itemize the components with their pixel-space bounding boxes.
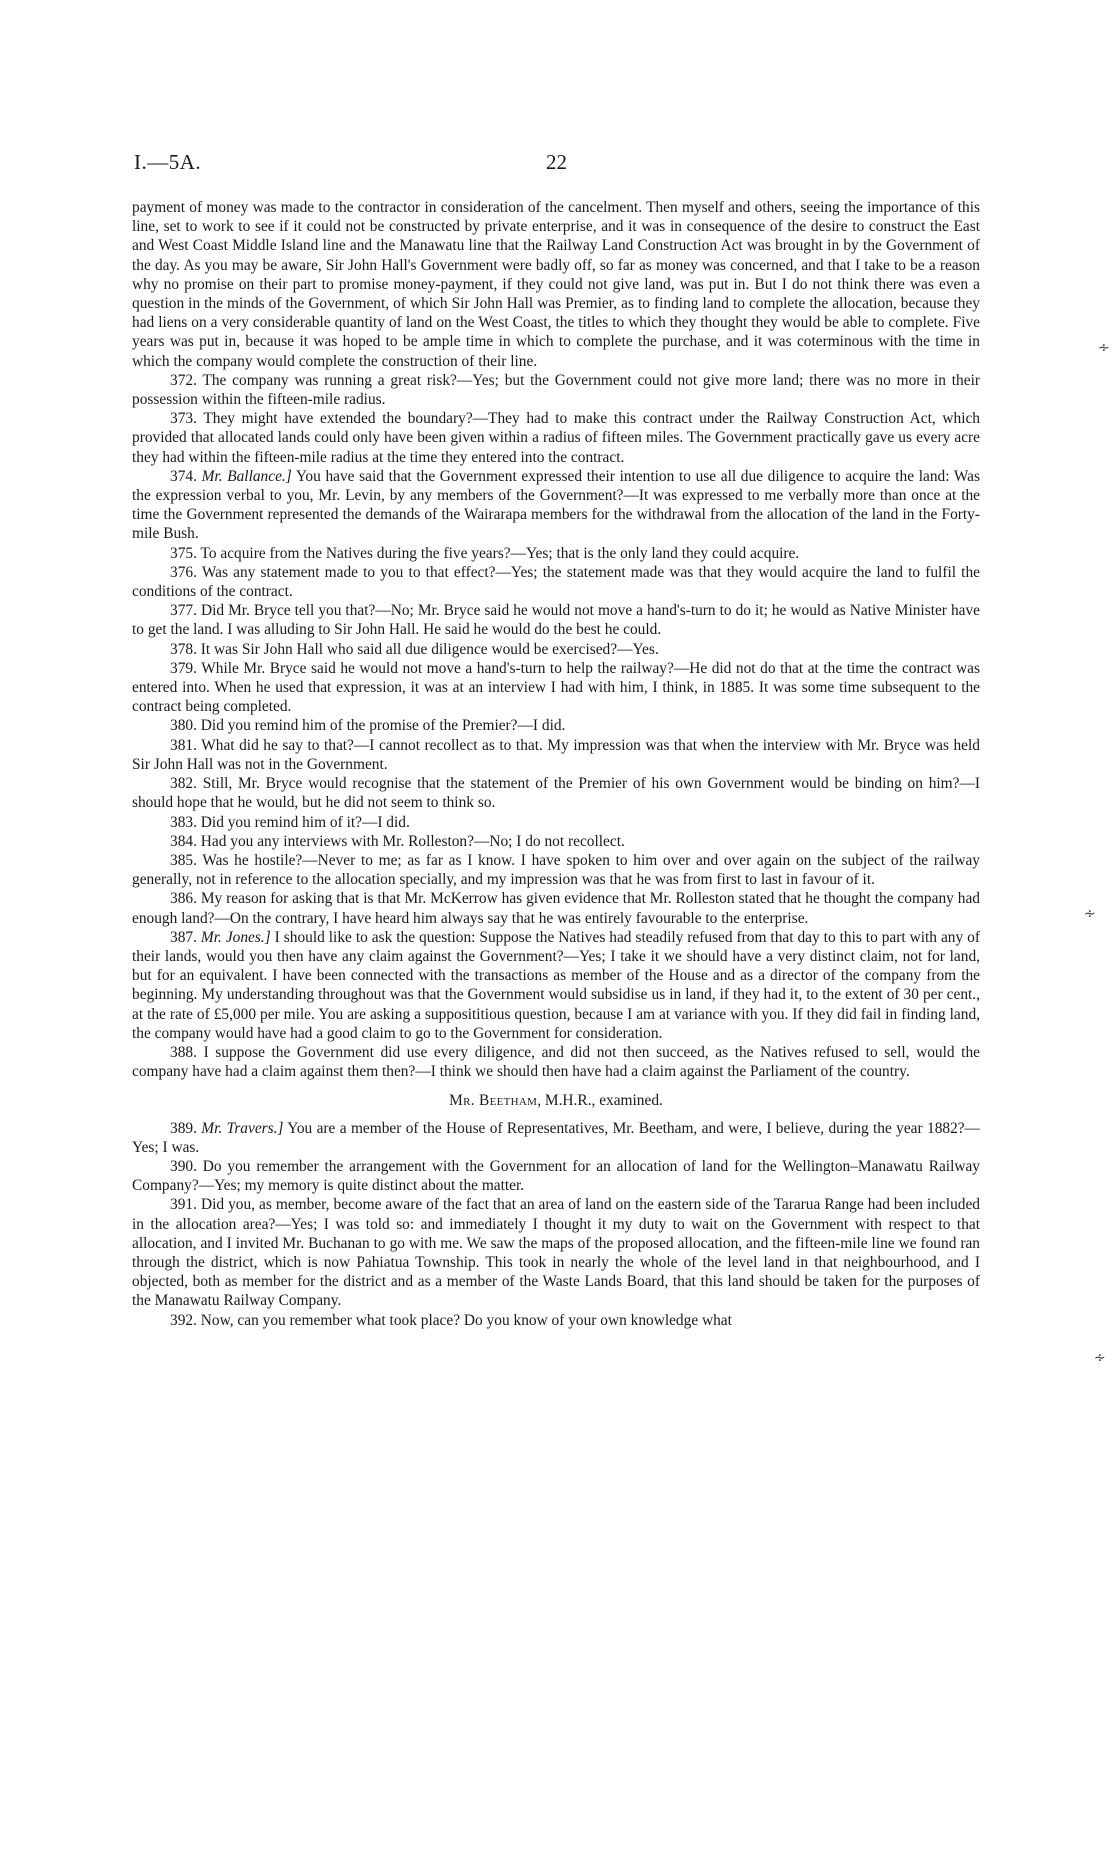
question-number: 379. bbox=[170, 659, 197, 677]
speaker-name: Mr. Ballance.] bbox=[201, 467, 292, 485]
evidence-paragraph bbox=[132, 544, 980, 563]
question-number: 390. bbox=[170, 1157, 197, 1175]
question-number: 385. bbox=[170, 851, 197, 869]
document-page bbox=[132, 150, 980, 1330]
question-number: 389. bbox=[170, 1119, 197, 1137]
question-number: 381. bbox=[170, 736, 197, 754]
question-number: 375. bbox=[170, 544, 197, 562]
paragraph-text: Had you any interviews with Mr. Rolleston?—No; I do not recollect. bbox=[200, 832, 625, 850]
evidence-paragraph bbox=[132, 1043, 980, 1081]
margin-mark: ∻ bbox=[1084, 906, 1096, 922]
evidence-paragraph bbox=[132, 736, 980, 774]
margin-mark: ∻ bbox=[1098, 340, 1110, 356]
evidence-paragraph bbox=[132, 1195, 980, 1310]
evidence-block-1 bbox=[132, 198, 980, 1081]
paragraph-text: What did he say to that?—I cannot recollect as to that. My impression was that when the interview with Mr. Bryce was held Sir John Hall was not in the Government. bbox=[132, 736, 980, 773]
evidence-paragraph bbox=[132, 851, 980, 889]
question-number: 387. bbox=[170, 928, 197, 946]
evidence-paragraph bbox=[132, 1119, 980, 1157]
document-reference: I.—5A. bbox=[134, 150, 202, 174]
paragraph-text: It was Sir John Hall who said all due diligence would be exercised?—Yes. bbox=[200, 640, 659, 658]
question-number: 376. bbox=[170, 563, 197, 581]
paragraph-text: Did Mr. Bryce tell you that?—No; Mr. Bryce said he would not move a hand's-turn to do it; he would as Native Minister have to get the land. I was alluding to Sir John Hall. He said he would do the best he could. bbox=[132, 602, 980, 639]
paragraph-text: To acquire from the Natives during the five years?—Yes; that is the only land they could acquire. bbox=[200, 544, 800, 562]
evidence-paragraph bbox=[132, 659, 980, 717]
evidence-paragraph bbox=[132, 813, 980, 832]
paragraph-text: Was any statement made to you to that effect?—Yes; the statement made was that they would acquire the land to fulfil the conditions of the contract. bbox=[132, 563, 980, 601]
question-number: 378. bbox=[170, 640, 197, 658]
question-number: 374. bbox=[170, 467, 197, 485]
question-number: 382. bbox=[170, 775, 197, 793]
evidence-paragraph bbox=[132, 1311, 980, 1330]
paragraph-text: The company was running a great risk?—Yes; but the Government could not give more land; there was no more in their possession within the fifteen-mile radius. bbox=[132, 371, 980, 409]
paragraph-text: payment of money was made to the contractor in consideration of the cancelment. Then myself and others, seeing the importance of this line, set to work to see if it could not be constructed by private enterprise, and it was in consequence of the desire to construct the East and West Coast Middle Island line and the Manawatu line that the Railway Land Construction Act was brought in by the Government of the day. As you may be aware, Sir John Hall's Government were badly off, so far as money was concerned, and that I take to be a reason why no promise on their part to promise money-payment, if they could not give land, was put in. But I do not think there was even a question in the minds of the Government, of which Sir John Hall was Premier, as to finding land to complete the allocation, because they had liens on a very considerable quantity of land on the West Coast, the titles to which they thought they would be able to complete. Five years was put in, because it was hoped to be ample time in which to complete the purchase, and it was coterminous with the time in which the company would complete the construction of their line. bbox=[132, 199, 980, 370]
witness-heading-rest: , M.H.R., examined. bbox=[537, 1092, 663, 1110]
evidence-paragraph bbox=[132, 563, 980, 601]
paragraph-text: I suppose the Government did use every diligence, and did not then succeed, as the Natives refused to sell, would the company have had a claim against them then?—I think we should then have had a claim against the Parliament of the country. bbox=[132, 1043, 980, 1081]
paragraph-text: Do you remember the arrangement with the Government for an allocation of land for the Wellington–Manawatu Railway Company?—Yes; my memory is quite distinct about the matter. bbox=[132, 1157, 980, 1195]
evidence-paragraph bbox=[132, 371, 980, 409]
evidence-paragraph bbox=[132, 409, 980, 467]
page-number: 22 bbox=[546, 150, 567, 174]
paragraph-text: Did you, as member, become aware of the fact that an area of land on the eastern side of the Tararua Range had been included in the allocation area?—Yes; I was told so: and immediately I thought it my duty to wait on the Government with respect to that allocation, and I invited Mr. Buchanan to go with me. We saw the maps of the proposed allocation, and the fifteen-mile line we found ran through the district, which is now Pahiatua Township. This took in nearly the whole of the level land in that neighbourhood, and I objected, both as member for the district and as a member of the Waste Lands Board, that this land should be taken for the purposes of the Manawatu Railway Company. bbox=[132, 1196, 980, 1310]
question-number: 391. bbox=[170, 1196, 197, 1214]
evidence-paragraph bbox=[132, 832, 980, 851]
evidence-paragraph bbox=[132, 716, 980, 735]
paragraph-text: While Mr. Bryce said he would not move a hand's-turn to help the railway?—He did not do that at the time the contract was entered into. When he used that expression, it was at an interview I had with him, I think, in 1885. It was some time subsequent to the contract being completed. bbox=[132, 659, 980, 716]
paragraph-text: Did you remind him of it?—I did. bbox=[200, 813, 410, 831]
witness-name: Mr. Beetham bbox=[449, 1092, 538, 1110]
page-header bbox=[132, 150, 980, 184]
paragraph-text: Still, Mr. Bryce would recognise that the statement of the Premier of his own Government would be binding on him?—I should hope that he would, but he did not seem to think so. bbox=[132, 775, 980, 812]
evidence-paragraph bbox=[132, 601, 980, 639]
paragraph-text: My reason for asking that is that Mr. McKerrow has given evidence that Mr. Rolleston stated that he thought the company had enough land?—On the contrary, I have heard him always say that he was entirely favourable to the enterprise. bbox=[132, 890, 980, 927]
paragraph-text: Did you remind him of the promise of the Premier?—I did. bbox=[200, 717, 566, 735]
evidence-paragraph bbox=[132, 467, 980, 544]
section-heading bbox=[132, 1091, 980, 1110]
question-number: 388. bbox=[170, 1043, 197, 1061]
evidence-block-2 bbox=[132, 1119, 980, 1330]
question-number: 377. bbox=[170, 602, 197, 620]
question-number: 372. bbox=[170, 371, 197, 389]
speaker-name: Mr. Travers.] bbox=[201, 1119, 284, 1137]
speaker-name: Mr. Jones.] bbox=[200, 928, 271, 946]
paragraph-text: Now, can you remember what took place? Do you know of your own knowledge what bbox=[200, 1311, 732, 1329]
question-number: 392. bbox=[170, 1311, 197, 1329]
document-body bbox=[132, 198, 980, 1330]
paragraph-text: You are a member of the House of Representatives, Mr. Beetham, and were, I believe, during the year 1882?—Yes; I was. bbox=[132, 1119, 980, 1156]
evidence-paragraph bbox=[132, 774, 980, 812]
paragraph-text: Was he hostile?—Never to me; as far as I know. I have spoken to him over and over again on the subject of the railway generally, not in reference to the allocation specially, and my impression was that he was from first to last in favour of it. bbox=[132, 851, 980, 889]
evidence-paragraph bbox=[132, 640, 980, 659]
paragraph-text: They might have extended the boundary?—They had to make this contract under the Railway Construction Act, which provided that allocated lands could only have been given within a radius of fifteen miles. The Government practically gave us every acre they had within the fifteen-mile radius at the time they entered into the contract. bbox=[132, 410, 980, 466]
paragraph-text: You have said that the Government expressed their intention to use all due diligence to acquire the land: Was the expression verbal to you, Mr. Levin, by any members of the Government?—It was expressed to me verbally more than once at the time the Government represented the demands of the Wairarapa members for the withdrawal from the allocation of the land in the Forty-mile Bush. bbox=[132, 467, 980, 543]
question-number: 383. bbox=[170, 813, 197, 831]
evidence-paragraph bbox=[132, 198, 980, 371]
paragraph-text: I should like to ask the question: Suppose the Natives had steadily refused from that day to this to part with any of their lands, would you then have any claim against the Government?—Yes; I take it we should have a very distinct claim, not for land, but for an equivalent. I have been connected with the transactions as member of the House and as a director of the company from the beginning. My understanding throughout was that the Government would subsidise us in land, if they had it, to the extent of 30 per cent., at the rate of £5,000 per mile. You are asking a supposititious question, because I am at variance with you. If they did fail in finding land, the company would have had a good claim to go to the Government for consideration. bbox=[132, 928, 980, 1042]
question-number: 386. bbox=[170, 890, 197, 908]
evidence-paragraph bbox=[132, 1157, 980, 1195]
evidence-paragraph bbox=[132, 928, 980, 1043]
evidence-paragraph bbox=[132, 889, 980, 927]
question-number: 384. bbox=[170, 832, 197, 850]
question-number: 380. bbox=[170, 717, 197, 735]
question-number: 373. bbox=[170, 410, 197, 428]
margin-mark: ∻ bbox=[1094, 1350, 1106, 1366]
